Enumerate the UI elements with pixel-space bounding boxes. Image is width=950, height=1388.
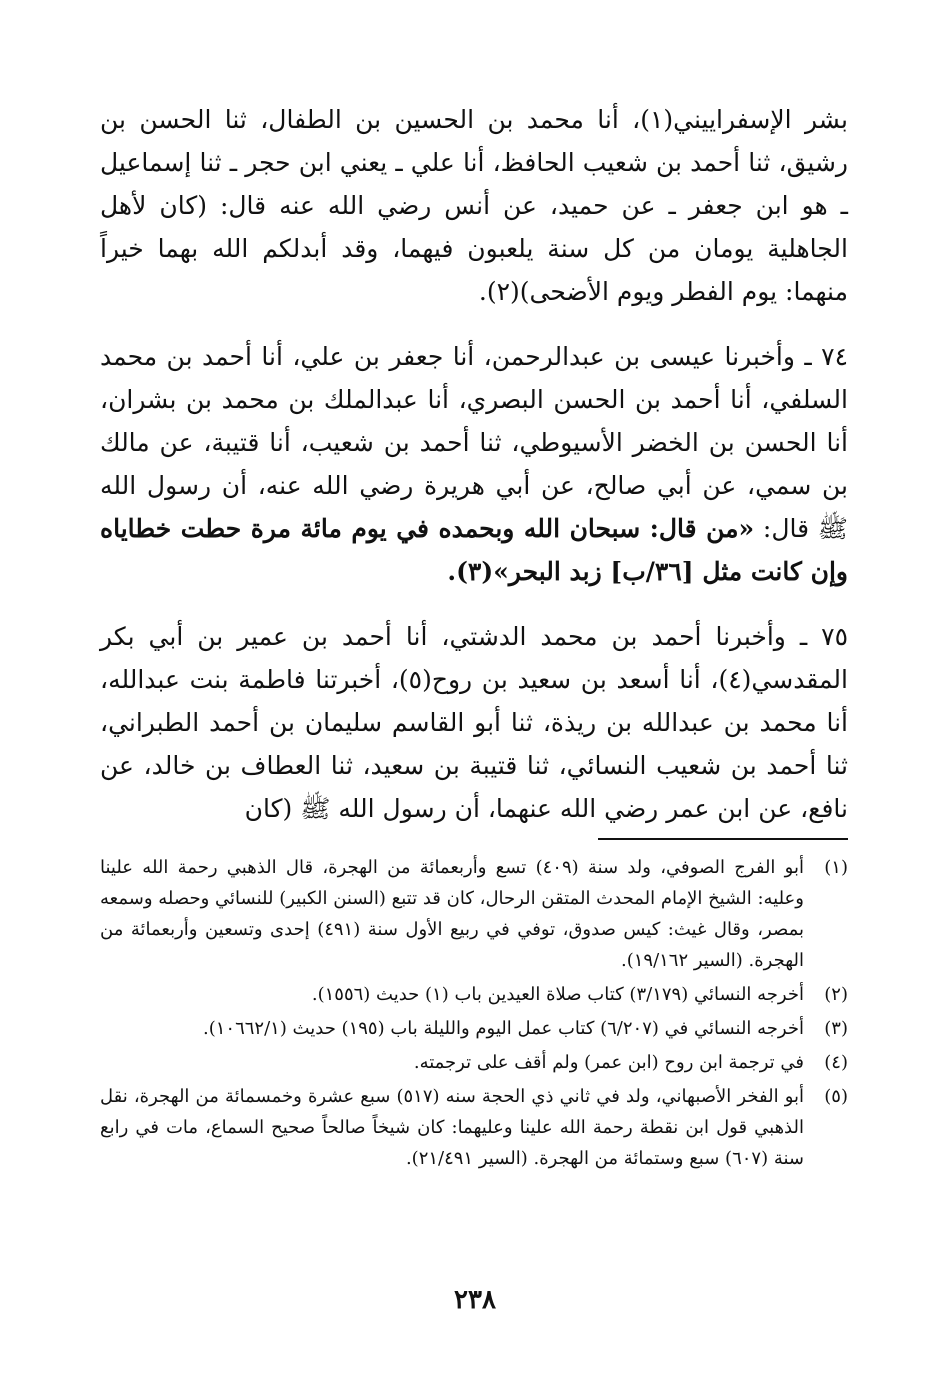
footnote-1 xyxy=(100,852,848,976)
paragraph-text: ٧٥ ـ وأخبرنا أحمد بن محمد الدشتي، أنا أحمد بن عمير بن أبي بكر المقدسي(٤)، أنا أسعد بن سعيد بن روح(٥)، أخبرتنا فاطمة بنت عبدالله، أنا محمد بن عبدالله بن ريذة، ثنا أبو القاسم سليمان بن أحمد الطبراني، ثنا أحمد بن شعيب النسائي، ثنا قتيبة بن سعيد، ثنا العطاف بن خالد، عن نافع، عن ابن عمر رضي الله عنهما، أن رسول الله ﷺ (كان xyxy=(100,622,848,823)
footnote-number: (١) xyxy=(824,857,848,878)
page-number: ٢٣٨ xyxy=(454,1285,496,1315)
footnote-text: أخرجه النسائي في (٦/٢٠٧) كتاب عمل اليوم والليلة باب (١٩٥) حديث (١٠٦٦٢/١). xyxy=(202,1018,804,1039)
footnotes xyxy=(100,852,848,1177)
footnote-text: أبو الفخر الأصبهاني، ولد في ثاني ذي الحجة سنه (٥١٧) سبع عشرة وخمسمائة من الهجرة، نقل الذهبي قول ابن نقطة رحمة الله علينا وعليهما: كان شيخاً صالحاً صحيح السماع، مات في رابع سنة (٦٠٧) سبع وستمائة من الهجرة. (السير ٢١/٤٩١). xyxy=(100,1086,804,1169)
footnote-2 xyxy=(100,979,848,1010)
main-text xyxy=(100,98,848,840)
footnote-text: أبو الفرج الصوفي، ولد سنة (٤٠٩) تسع وأربعمائة من الهجرة، قال الذهبي رحمة الله علينا وعليه: الشيخ الإمام المحدث المتقن الرحال، كان قد تتبع (السنن الكبير) للنسائي وحصله وسمعه بمصر، وقال غيث: كيس صدوق، توفي في ربيع الأول سنة (٤٩١) إحدى وتسعين وأربعمائة من الهجرة. (السير ١٩/١٦٢). xyxy=(100,857,804,971)
footnote-4 xyxy=(100,1047,848,1078)
paragraph-74 xyxy=(100,335,848,593)
footnote-5 xyxy=(100,1081,848,1174)
paragraph-text: بشر الإسفراييني(١)، أنا محمد بن الحسين بن الطفال، ثنا الحسن بن رشيق، ثنا أحمد بن شعيب الحافظ، أنا علي ـ يعني ابن حجر ـ ثنا إسماعيل ـ هو ابن جعفر ـ عن حميد، عن أنس رضي الله عنه قال: (كان لأهل الجاهلية يومان من كل سنة يلعبون فيهما، وقد أبدلكم الله بهما خيراً منهما: يوم الفطر ويوم الأضحى)(٢). xyxy=(100,105,848,306)
footnote-text: في ترجمة ابن روح (ابن عمر) ولم أقف على ترجمته. xyxy=(413,1052,804,1073)
hadith-quote: «من قال: سبحان الله وبحمده في يوم مائة مرة حطت خطاياه وإن كانت مثل [٣٦/ب] زبد البحر»(٣). xyxy=(100,514,848,586)
footnote-3 xyxy=(100,1013,848,1044)
paragraph-75 xyxy=(100,615,848,830)
footnote-number: (٣) xyxy=(824,1018,848,1039)
footnote-number: (٥) xyxy=(824,1086,848,1107)
footnote-number: (٤) xyxy=(824,1052,848,1073)
footnote-number: (٢) xyxy=(824,984,848,1005)
paragraph-continuation xyxy=(100,98,848,313)
footnote-divider xyxy=(598,838,848,840)
footnote-text: أخرجه النسائي (٣/١٧٩) كتاب صلاة العيدين باب (١) حديث (١٥٥٦). xyxy=(311,984,804,1005)
paragraph-text: ٧٤ ـ وأخبرنا عيسى بن عبدالرحمن، أنا جعفر بن علي، أنا أحمد بن محمد السلفي، أنا أحمد بن الحسن البصري، أنا عبدالملك بن محمد بن بشران، أنا الحسن بن الخضر الأسيوطي، ثنا أحمد بن شعيب، أنا قتيبة، عن مالك بن سمي، عن أبي صالح، عن أبي هريرة رضي الله عنه، أن رسول الله ﷺ قال: xyxy=(100,342,848,543)
